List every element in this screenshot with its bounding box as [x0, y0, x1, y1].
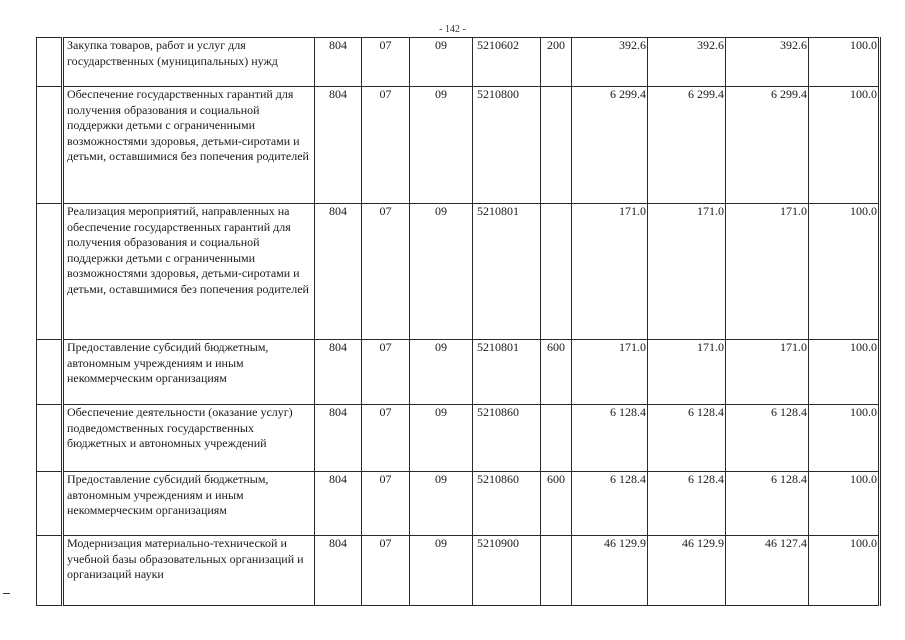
cell-target-article: 5210860 [473, 405, 541, 472]
cell-description: Реализация мероприятий, направленных на обеспечение государственных гарантий для получения образования и социальной поддержки детьми с ограниченными возможностями здоровья, детьми-сиротами и детьми, оставшимися без попечения родителей [63, 204, 315, 340]
cell-target-article: 5210602 [473, 38, 541, 87]
cell-executed-amount: 171.0 [726, 340, 809, 405]
cell-executed-amount: 46 127.4 [726, 536, 809, 606]
cell-approved-amount: 6 299.4 [572, 87, 648, 204]
cell-ministry-code: 804 [315, 204, 362, 340]
table-row [37, 472, 880, 536]
cell-gutter [37, 405, 63, 472]
budget-table [36, 37, 881, 606]
cell-gutter [37, 87, 63, 204]
cell-refined-amount: 6 128.4 [648, 405, 726, 472]
cell-section: 07 [362, 38, 410, 87]
cell-subsection: 09 [410, 204, 473, 340]
cell-refined-amount: 171.0 [648, 204, 726, 340]
cell-gutter [37, 38, 63, 87]
cell-approved-amount: 171.0 [572, 340, 648, 405]
cell-refined-amount: 46 129.9 [648, 536, 726, 606]
cell-target-article: 5210801 [473, 340, 541, 405]
cell-ministry-code: 804 [315, 340, 362, 405]
cell-subsection: 09 [410, 38, 473, 87]
cell-section: 07 [362, 472, 410, 536]
cell-expense-type: 200 [541, 38, 572, 87]
table-row [37, 405, 880, 472]
cell-subsection: 09 [410, 536, 473, 606]
cell-ministry-code: 804 [315, 38, 362, 87]
cell-executed-amount: 6 299.4 [726, 87, 809, 204]
cell-approved-amount: 392.6 [572, 38, 648, 87]
cell-ministry-code: 804 [315, 536, 362, 606]
cell-description: Обеспечение государственных гарантий для получения образования и социальной поддержки детьми с ограниченными возможностями здоровья, детьми-сиротами и детьми, оставшимися без попечения родителей [63, 87, 315, 204]
cell-executed-amount: 6 128.4 [726, 472, 809, 536]
cell-section: 07 [362, 405, 410, 472]
cell-approved-amount: 6 128.4 [572, 405, 648, 472]
cell-gutter [37, 472, 63, 536]
cell-refined-amount: 6 128.4 [648, 472, 726, 536]
cell-execution-percent: 100.0 [809, 204, 880, 340]
cell-execution-percent: 100.0 [809, 472, 880, 536]
cell-subsection: 09 [410, 405, 473, 472]
cell-subsection: 09 [410, 87, 473, 204]
table-row [37, 204, 880, 340]
cell-section: 07 [362, 204, 410, 340]
cell-section: 07 [362, 87, 410, 204]
cell-target-article: 5210801 [473, 204, 541, 340]
cell-description: Закупка товаров, работ и услуг для государственных (муниципальных) нужд [63, 38, 315, 87]
cell-gutter [37, 536, 63, 606]
cell-description: Предоставление субсидий бюджетным, автономным учреждениям и иным некоммерческим организациям [63, 340, 315, 405]
cell-expense-type: 600 [541, 472, 572, 536]
cell-gutter [37, 340, 63, 405]
cell-refined-amount: 392.6 [648, 38, 726, 87]
cell-expense-type [541, 87, 572, 204]
cell-gutter [37, 204, 63, 340]
cell-expense-type [541, 536, 572, 606]
cell-execution-percent: 100.0 [809, 87, 880, 204]
cell-description: Предоставление субсидий бюджетным, автономным учреждениям и иным некоммерческим организациям [63, 472, 315, 536]
cell-description: Модернизация материально-технической и учебной базы образовательных организаций и организаций науки [63, 536, 315, 606]
cell-ministry-code: 804 [315, 87, 362, 204]
cell-ministry-code: 804 [315, 405, 362, 472]
cell-subsection: 09 [410, 472, 473, 536]
cell-target-article: 5210900 [473, 536, 541, 606]
cell-approved-amount: 171.0 [572, 204, 648, 340]
table-row [37, 536, 880, 606]
cell-refined-amount: 6 299.4 [648, 87, 726, 204]
page-number: - 142 - [439, 24, 466, 35]
cell-ministry-code: 804 [315, 472, 362, 536]
cell-executed-amount: 392.6 [726, 38, 809, 87]
cell-target-article: 5210800 [473, 87, 541, 204]
cell-execution-percent: 100.0 [809, 405, 880, 472]
cell-subsection: 09 [410, 340, 473, 405]
cell-section: 07 [362, 340, 410, 405]
margin-mark [3, 593, 10, 594]
cell-description: Обеспечение деятельности (оказание услуг) подведомственных государственных бюджетных и автономных учреждений [63, 405, 315, 472]
cell-expense-type [541, 204, 572, 340]
cell-executed-amount: 6 128.4 [726, 405, 809, 472]
cell-approved-amount: 46 129.9 [572, 536, 648, 606]
cell-execution-percent: 100.0 [809, 38, 880, 87]
table-row [37, 87, 880, 204]
cell-execution-percent: 100.0 [809, 340, 880, 405]
cell-execution-percent: 100.0 [809, 536, 880, 606]
table-row [37, 340, 880, 405]
cell-target-article: 5210860 [473, 472, 541, 536]
cell-expense-type [541, 405, 572, 472]
cell-section: 07 [362, 536, 410, 606]
table-body [37, 38, 880, 606]
cell-executed-amount: 171.0 [726, 204, 809, 340]
table-row [37, 38, 880, 87]
cell-expense-type: 600 [541, 340, 572, 405]
cell-refined-amount: 171.0 [648, 340, 726, 405]
cell-approved-amount: 6 128.4 [572, 472, 648, 536]
